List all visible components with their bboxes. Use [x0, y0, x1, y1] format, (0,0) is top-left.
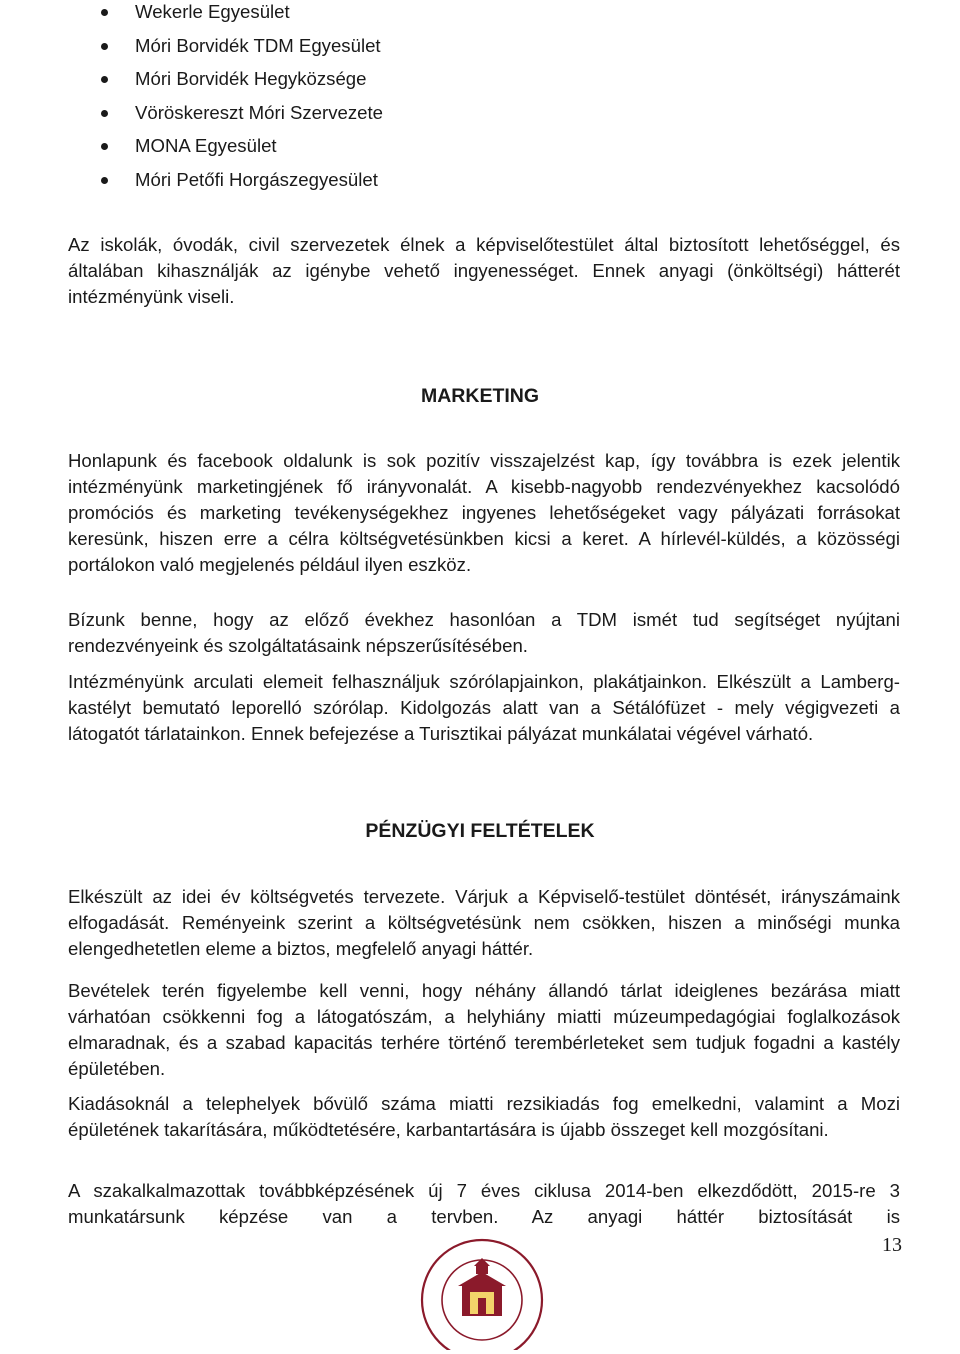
finance-paragraph-2: Bevételek terén figyelembe kell venni, hogy néhány állandó tárlat ideiglenes bezárása miatt várhatóan csökkenni fog a látogatószám, a helyhiány miatti múzeumpedagógiai foglalkozások elmaradnak, és a szabad kapacitás terhére történő terembérleteket sem tudjuk fogadni a kastély épületében. — [68, 980, 900, 1079]
marketing-paragraph-1: Honlapunk és facebook oldalunk is sok pozitív visszajelzést kap, így továbbra is ezek jelentik intézményünk marketingjének fő irányvonalát. A kisebb-nagyobb rendezvényekhez kacsolódó promóciós és marketing tevékenységekhez ingyenes lehetőségeket vagy pályázati forrásokat keresünk, hiszen erre a célra költségvetésünkben kicsi a keret. A hírlevél-küldés, a közösségi portálokon való megjelenés például ilyen eszköz. — [68, 450, 900, 575]
list-item — [0, 67, 960, 101]
finance-heading: PÉNZÜGYI FELTÉTELEK — [365, 820, 595, 842]
list-item — [0, 34, 960, 68]
list-item-text: Móri Borvidék Hegyközsége — [135, 68, 367, 90]
list-item-text: Vöröskereszt Móri Szervezete — [135, 101, 384, 123]
marketing-heading: MARKETING — [420, 385, 540, 407]
finance-paragraph-4: A szakalkalmazottak továbbképzésének új 7 éves ciklusa 2014-ben elkezdődött, 2015-re 3 munkatársunk képzése van a tervben. Az anyagi háttér biztosítását is — [68, 1180, 900, 1227]
bullet-icon — [101, 143, 108, 150]
bullet-icon — [101, 43, 108, 50]
list-item-text: Wekerle Egyesület — [135, 1, 290, 22]
list-item — [0, 101, 960, 135]
finance-paragraph-1: Elkészült az idei év költségvetés tervezete. Várjuk a Képviselő-testület döntését, irányszámaink elfogadását. Reményeink szerint a költségvetésünk nem csökken, hiszen a minőségi munka elengedhetetlen eleme a biztos, megfelelő anyagi háttér. — [68, 886, 900, 959]
intro-paragraph: Az iskolák, óvodák, civil szervezetek élnek a képviselőtestület által biztosított lehetőséggel, és általában kihasználják az igénybe vehető ingyenességet. Ennek anyagi (önköltségi) hátterét intézményünk viseli. — [68, 234, 900, 307]
institution-seal-logo — [418, 1200, 546, 1350]
finance-paragraph-3: Kiadásoknál a telephelyek bővülő száma miatti rezsikiadás fog emelkedni, valamint a Mozi épületének takarítására, működtetésére, karbantartására is újabb összeget kell mozgósítani. — [68, 1093, 900, 1140]
bullet-icon — [101, 177, 108, 184]
bullet-icon — [101, 110, 108, 117]
list-item-text: Móri Petőfi Horgászegyesület — [135, 168, 378, 190]
organization-bullet-list — [0, 0, 960, 202]
bullet-icon — [101, 9, 108, 16]
marketing-paragraph-2: Bízunk benne, hogy az előző évekhez hasonlóan a TDM ismét tud segítséget nyújtani rendezvényeink és szolgáltatásaink népszerűsítésében. — [68, 609, 900, 656]
page-number: 13 — [882, 1234, 902, 1256]
list-item-text: Móri Borvidék TDM Egyesület — [135, 34, 381, 56]
bullet-icon — [101, 76, 108, 83]
list-item — [0, 0, 960, 34]
list-item — [0, 168, 960, 202]
marketing-paragraph-3: Intézményünk arculati elemeit felhasználjuk szórólapjainkon, plakátjainkon. Elkészült a Lamberg-kastélyt bemutató leporelló szórólap. Kidolgozás alatt van a Sétálófüzet - mely végigvezeti a látogatót tárlatainkon. Ennek befejezése a Turisztikai pályázat munkálatai végével várható. — [68, 671, 900, 744]
list-item-text: MONA Egyesület — [135, 135, 277, 157]
list-item — [0, 134, 960, 168]
